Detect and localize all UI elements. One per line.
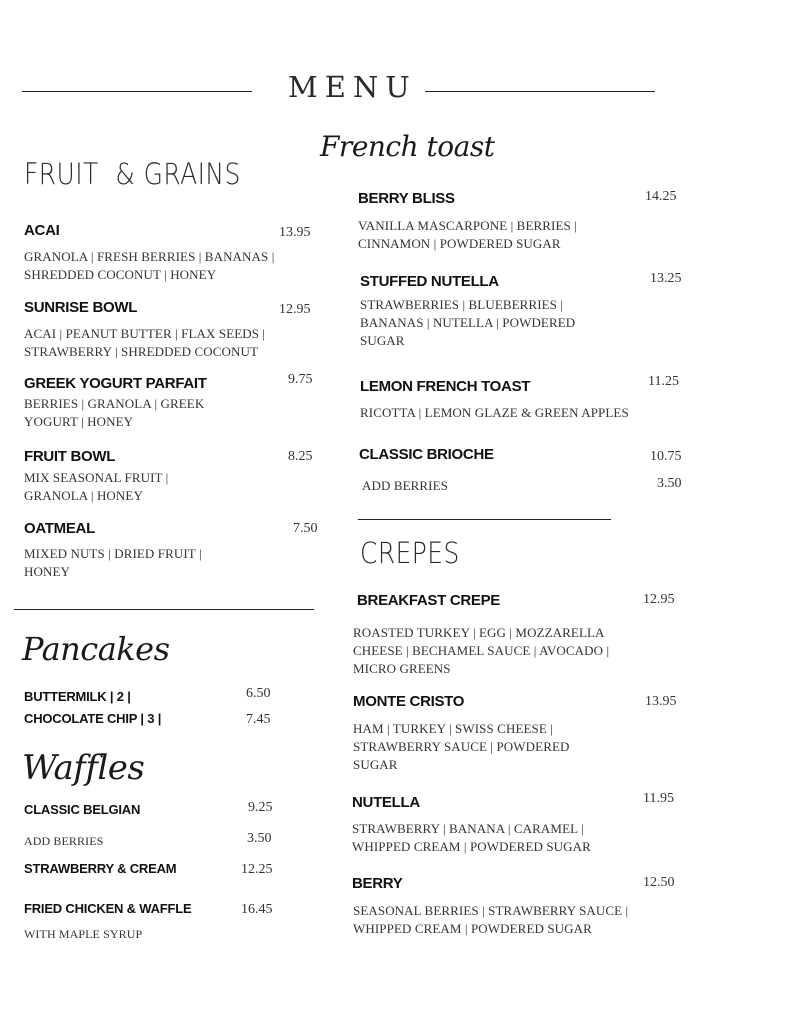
item-waffle-add-berries-name: ADD BERRIES bbox=[24, 834, 104, 848]
item-monte-cristo-price: 13.95 bbox=[645, 694, 677, 709]
item-lemon-french-toast-price: 11.25 bbox=[648, 374, 679, 389]
item-brioche-add-berries-price: 3.50 bbox=[657, 476, 682, 491]
item-sunrise-bowl-desc: ACAI | PEANUT BUTTER | FLAX SEEDS | STRAWBERRY | SHREDDED COCONUT bbox=[24, 326, 266, 359]
item-fruit-bowl-name: FRUIT BOWL bbox=[24, 448, 116, 465]
item-brioche-add-berries: ADD BERRIES bbox=[362, 478, 448, 493]
item-buttermilk-name: BUTTERMILK | 2 | bbox=[24, 689, 131, 704]
item-chocolate-chip-price: 7.45 bbox=[246, 712, 271, 727]
item-lemon-french-toast-name: LEMON FRENCH TOAST bbox=[360, 378, 531, 395]
fruit-grains-bottom-rule bbox=[14, 609, 314, 610]
item-classic-belgian-name: CLASSIC BELGIAN bbox=[24, 802, 141, 817]
header-rule-left bbox=[22, 91, 252, 92]
item-sunrise-bowl-price: 12.95 bbox=[279, 302, 311, 317]
item-berry-bliss-name: BERRY BLISS bbox=[358, 190, 455, 207]
item-monte-cristo-name: MONTE CRISTO bbox=[353, 693, 465, 710]
header-rule-right bbox=[425, 91, 655, 92]
item-oatmeal-desc: MIXED NUTS | DRIED FRUIT | HONEY bbox=[24, 546, 202, 579]
item-lemon-french-toast-desc: RICOTTA | LEMON GLAZE & GREEN APPLES bbox=[360, 405, 629, 420]
item-chocolate-chip-name: CHOCOLATE CHIP | 3 | bbox=[24, 711, 162, 726]
item-berry-bliss-price: 14.25 bbox=[645, 189, 677, 204]
item-monte-cristo-desc: HAM | TURKEY | SWISS CHEESE | STRAWBERRY SAUCE | POWDERED SUGAR bbox=[353, 721, 570, 772]
item-strawberry-cream-price: 12.25 bbox=[241, 862, 273, 877]
item-oatmeal-name: OATMEAL bbox=[24, 520, 95, 537]
item-nutella-crepe-desc: STRAWBERRY | BANANA | CARAMEL | WHIPPED CREAM | POWDERED SUGAR bbox=[352, 821, 591, 854]
item-stuffed-nutella-price: 13.25 bbox=[650, 271, 682, 286]
item-stuffed-nutella-desc: STRAWBERRIES | BLUEBERRIES | BANANAS | NUTELLA | POWDERED SUGAR bbox=[360, 297, 576, 348]
item-sunrise-bowl-name: SUNRISE BOWL bbox=[24, 299, 138, 316]
french-toast-title: French toast bbox=[320, 130, 495, 163]
item-acai-desc: GRANOLA | FRESH BERRIES | BANANAS | SHREDDED COCONUT | HONEY bbox=[24, 249, 275, 282]
item-acai-price: 13.95 bbox=[279, 225, 311, 240]
item-breakfast-crepe-name: BREAKFAST CREPE bbox=[357, 592, 501, 609]
item-berry-crepe-name: BERRY bbox=[352, 875, 403, 892]
item-nutella-crepe-name: NUTELLA bbox=[352, 794, 420, 811]
item-nutella-crepe-price: 11.95 bbox=[643, 791, 674, 806]
item-greek-yogurt-desc: BERRIES | GRANOLA | GREEK YOGURT | HONEY bbox=[24, 396, 205, 429]
item-oatmeal-price: 7.50 bbox=[293, 521, 318, 536]
item-strawberry-cream-name: STRAWBERRY & CREAM bbox=[24, 861, 177, 876]
item-stuffed-nutella-name: STUFFED NUTELLA bbox=[360, 273, 499, 290]
item-waffle-add-berries-price: 3.50 bbox=[247, 831, 272, 846]
item-berry-crepe-desc: SEASONAL BERRIES | STRAWBERRY SAUCE | WHIPPED CREAM | POWDERED SUGAR bbox=[353, 903, 629, 936]
item-greek-yogurt-price: 9.75 bbox=[288, 372, 313, 387]
item-fruit-bowl-desc: MIX SEASONAL FRUIT | GRANOLA | HONEY bbox=[24, 470, 169, 503]
item-berry-crepe-price: 12.50 bbox=[643, 875, 675, 890]
item-breakfast-crepe-desc: ROASTED TURKEY | EGG | MOZZARELLA CHEESE | BECHAMEL SAUCE | AVOCADO | MICRO GREENS bbox=[353, 625, 610, 676]
item-buttermilk-price: 6.50 bbox=[246, 686, 271, 701]
menu-title: MENU bbox=[288, 70, 417, 104]
item-berry-bliss-desc: VANILLA MASCARPONE | BERRIES | CINNAMON | POWDERED SUGAR bbox=[358, 218, 577, 251]
item-fried-chicken-name: FRIED CHICKEN & WAFFLE bbox=[24, 901, 192, 916]
item-fried-chicken-desc: WITH MAPLE SYRUP bbox=[24, 927, 143, 941]
item-greek-yogurt-name: GREEK YOGURT PARFAIT bbox=[24, 375, 207, 392]
item-fried-chicken-price: 16.45 bbox=[241, 902, 273, 917]
waffles-title: Waffles bbox=[22, 748, 145, 788]
item-breakfast-crepe-price: 12.95 bbox=[643, 592, 675, 607]
fruit-grains-title: FRUIT & GRAINS bbox=[24, 157, 241, 191]
item-classic-brioche-price: 10.75 bbox=[650, 449, 682, 464]
item-acai-name: ACAI bbox=[24, 222, 60, 239]
item-classic-brioche-name: CLASSIC BRIOCHE bbox=[359, 446, 494, 463]
pancakes-title: Pancakes bbox=[22, 630, 170, 668]
french-toast-bottom-rule bbox=[358, 519, 611, 520]
crepes-title: CREPES bbox=[360, 536, 460, 570]
item-fruit-bowl-price: 8.25 bbox=[288, 449, 313, 464]
item-classic-belgian-price: 9.25 bbox=[248, 800, 273, 815]
